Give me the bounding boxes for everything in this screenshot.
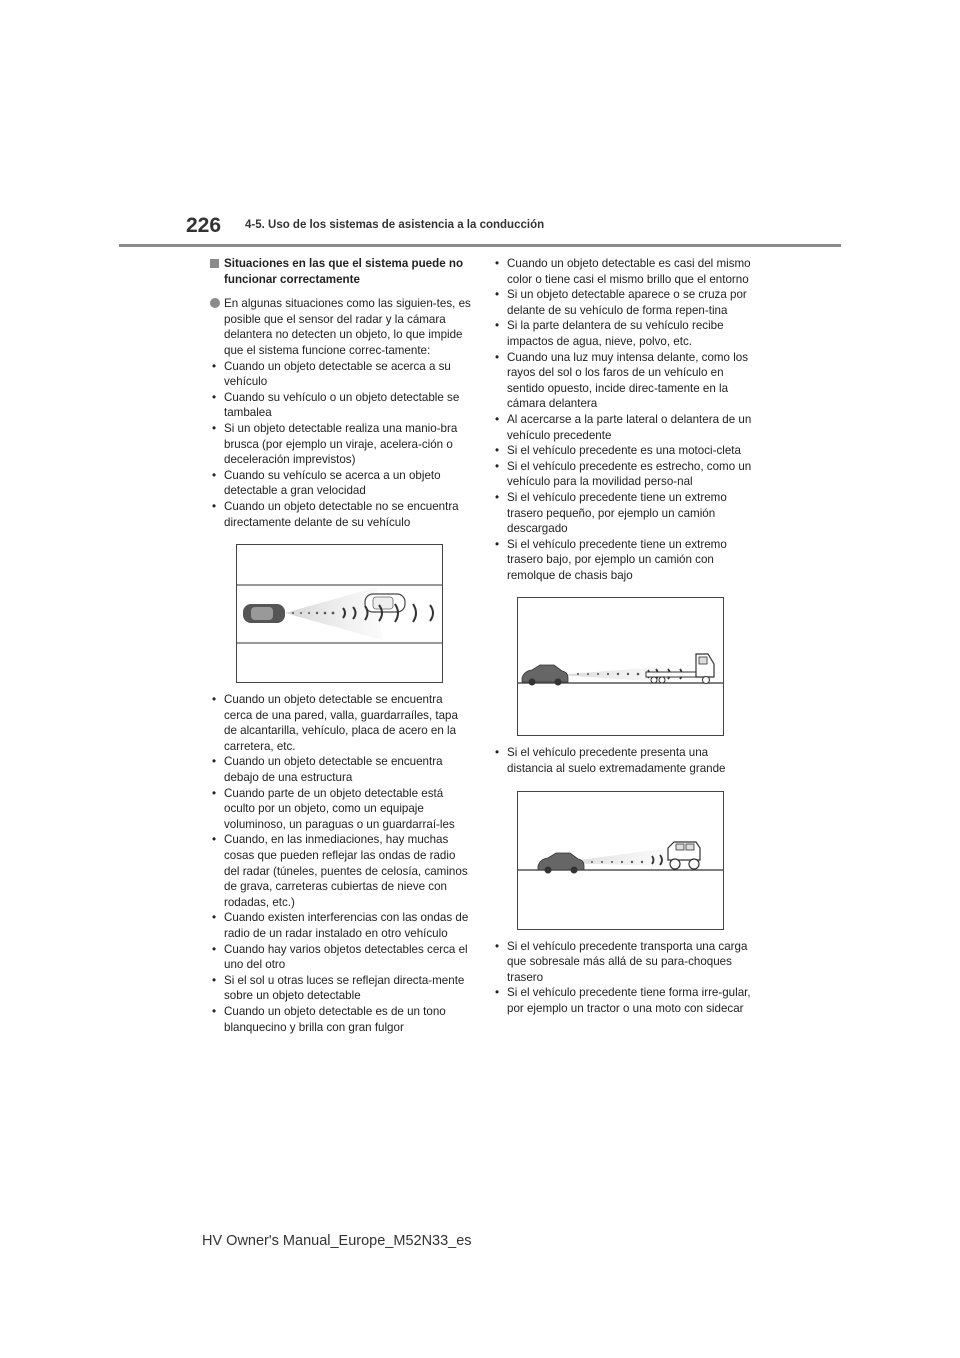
list-item: • Cuando un objeto detectable es casi del mismo color o tiene casi el mismo brillo que el entorno (495, 257, 751, 286)
list-item: • Si el vehículo precedente es estrecho, como un vehículo para la movilidad perso-nal (495, 459, 752, 489)
figure-low-trailer (517, 597, 724, 736)
gray-square-icon (210, 259, 219, 268)
list-item: • Si la parte delantera de su vehículo recibe impactos de agua, nieve, polvo, etc. (495, 319, 724, 348)
footer-manual-id: HV Owner's Manual_Europe_M52N33_es (202, 1233, 472, 1249)
intro-paragraph (210, 296, 472, 358)
radar-suv-diagram (518, 792, 723, 929)
list-item: • Si el vehículo precedente tiene forma irre-gular, por ejemplo un tractor o una moto con sidecar (495, 986, 751, 1016)
list-item: • Cuando su vehículo o un objeto detectable se tambalea (212, 390, 460, 420)
bullet-icon: • (212, 421, 217, 435)
bullet-icon: • (495, 288, 500, 302)
list-item: • Si el vehículo precedente transporta una carga que sobresale más allá de su para-choques trasero (495, 939, 748, 984)
bullet-icon: • (495, 444, 500, 458)
list-item: • Cuando, en las inmediaciones, hay muchas cosas que pueden reflejar las ondas de radio del radar (túneles, puentes de celosía, caminos de grava, carreteras cubiertas de nieve con rodadas, etc.) (212, 833, 468, 909)
radar-truck-diagram (518, 598, 723, 735)
bullet-list-left-b (210, 692, 472, 1035)
list-item: • Cuando un objeto detectable se encuentra debajo de una estructura (212, 755, 443, 785)
target-car-icon (365, 594, 405, 612)
bullet-icon: • (495, 319, 500, 333)
list-item: • Al acercarse a la parte lateral o delantera de un vehículo precedente (495, 412, 752, 442)
list-item: • Cuando un objeto detectable no se encuentra directamente delante de su vehículo (212, 499, 459, 529)
section-title: 4-5. Uso de los sistemas de asistencia a la conducción (245, 219, 545, 231)
bullet-list-right-c (493, 939, 755, 1017)
host-car-icon (243, 604, 285, 623)
bullet-icon: • (212, 468, 217, 482)
list-item: • Cuando parte de un objeto detectable está oculto por un objeto, como un equipaje voluminoso, un paraguas o un guardarraí-les (212, 786, 455, 831)
bullet-icon: • (495, 939, 500, 953)
intro-text: En algunas situaciones como las siguien-tes, es posible que el sensor del radar y la cámara delantera no detecten un objeto, lo que impide que el sistema funcione correc-tamente: (224, 297, 471, 357)
gray-circle-icon (210, 298, 220, 308)
bullet-icon: • (495, 986, 500, 1000)
bullet-icon: • (212, 499, 217, 513)
list-item: • Si un objeto detectable realiza una manio-bra brusca (por ejemplo un viraje, acelera-ción o deceleración imprevistos) (212, 421, 458, 467)
section-heading (210, 256, 472, 287)
list-item: • Cuando un objeto detectable se acerca a su vehículo (212, 359, 451, 389)
list-item: • Si el sol u otras luces se reflejan directa-mente sobre un objeto detectable (212, 973, 465, 1003)
radar-offset-diagram (237, 545, 442, 682)
page-number: 226 (186, 214, 222, 237)
list-item: • Cuando existen interferencias con las ondas de radio de un radar instalado en otro vehículo (212, 911, 469, 940)
list-item: • Si el vehículo precedente tiene un extremo trasero pequeño, por ejemplo un camión descargado (495, 490, 727, 536)
bullet-icon: • (212, 390, 217, 404)
bullet-icon: • (212, 973, 217, 987)
list-item: • Cuando un objeto detectable se encuentra cerca de una pared, valla, guardarraíles, tapa de alcantarilla, vehículo, placa de acero en la carretera, etc. (212, 693, 458, 753)
bullet-icon: • (212, 786, 217, 800)
bullet-icon: • (495, 412, 500, 426)
bullet-list-left-a (210, 359, 472, 531)
list-item: • Si un objeto detectable aparece o se cruza por delante de su vehículo de forma repen-tina (495, 288, 747, 317)
figure-offset-vehicle (236, 544, 443, 683)
bullet-icon: • (495, 459, 500, 473)
bullet-icon: • (212, 359, 217, 373)
bullet-icon: • (212, 1004, 217, 1018)
bullet-icon: • (495, 746, 500, 760)
bullet-list-right-a (493, 256, 755, 583)
bullet-icon: • (212, 911, 217, 925)
list-item: • Cuando su vehículo se acerca a un objeto detectable a gran velocidad (212, 468, 441, 498)
header-divider (119, 244, 841, 247)
list-item: • Si el vehículo precedente presenta una distancia al suelo extremadamente grande (495, 746, 726, 776)
bullet-icon: • (212, 755, 217, 769)
bullet-list-right-b (493, 745, 755, 776)
list-item: • Cuando una luz muy intensa delante, como los rayos del sol o los faros de un vehículo en sentido opuesto, incide direc-tamente en la cámara delantera (495, 350, 749, 411)
list-item: • Si el vehículo precedente tiene un extremo trasero bajo, por ejemplo un camión con remolque de chasis bajo (495, 537, 727, 582)
bullet-icon: • (495, 537, 500, 551)
left-column (210, 256, 472, 1035)
bullet-icon: • (212, 693, 217, 707)
list-item: • Cuando hay varios objetos detectables cerca el uno del otro (212, 942, 468, 972)
list-item: • Cuando un objeto detectable es de un tono blanquecino y brilla con gran fulgor (212, 1004, 446, 1034)
bullet-icon: • (212, 942, 217, 956)
bullet-icon: • (495, 490, 500, 504)
section-heading-text: Situaciones en las que el sistema puede no funcionar correctamente (224, 257, 464, 286)
bullet-icon: • (212, 833, 217, 847)
figure-high-clearance (517, 791, 724, 930)
right-column (493, 256, 755, 1017)
list-item: • Si el vehículo precedente es una motoci-cleta (495, 444, 741, 458)
bullet-icon: • (495, 257, 500, 270)
bullet-icon: • (495, 350, 500, 364)
high-suv-icon (668, 842, 700, 869)
